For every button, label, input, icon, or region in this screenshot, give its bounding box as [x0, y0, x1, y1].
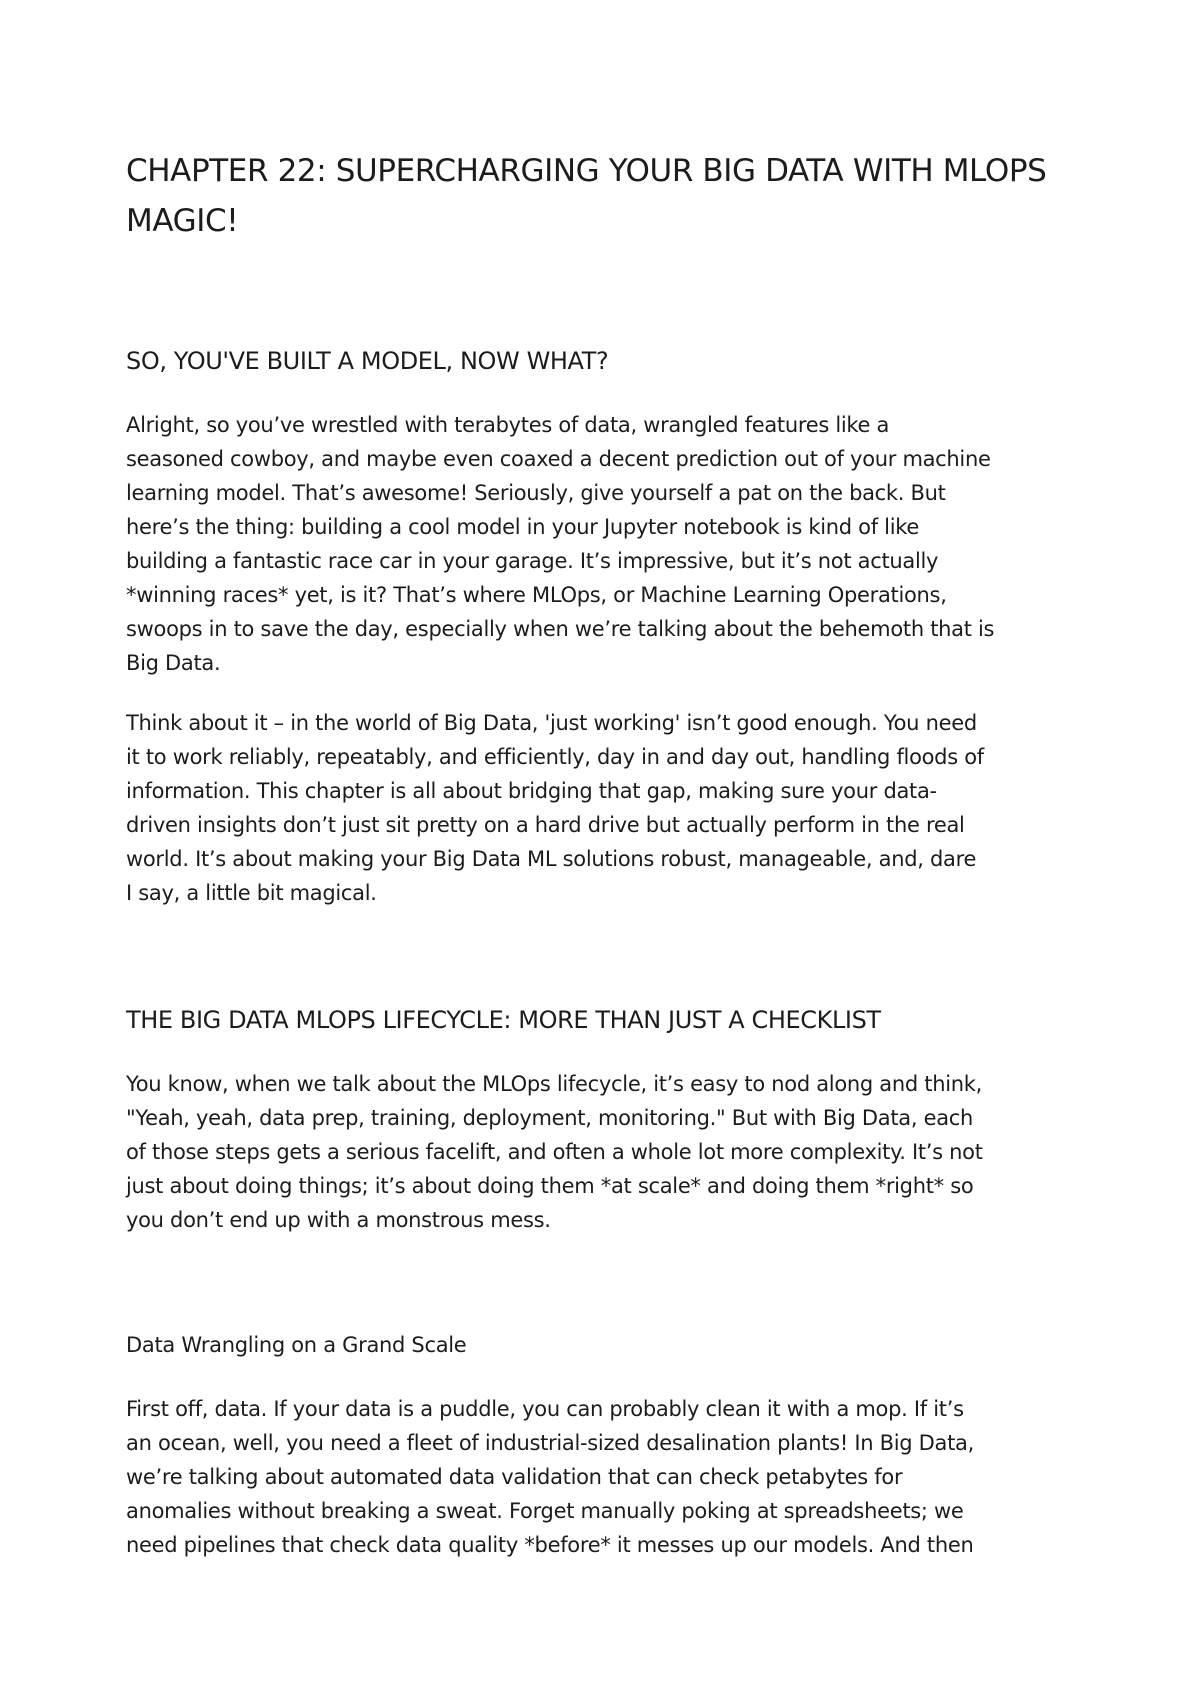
text-line: you don’t end up with a monstrous mess.	[126, 1208, 551, 1232]
chapter-title: CHAPTER 22: SUPERCHARGING YOUR BIG DATA WITH MLOPS MAGIC!	[126, 153, 1047, 239]
text-line: seasoned cowboy, and maybe even coaxed a decent prediction out of your machine	[126, 447, 991, 471]
text-line: swoops in to save the day, especially when we’re talking about the behemoth that is	[126, 617, 995, 641]
text-line: here’s the thing: building a cool model in your Jupyter notebook is kind of like	[126, 515, 919, 539]
text-line: driven insights don’t just sit pretty on a hard drive but actually perform in the real	[126, 813, 965, 837]
text-line: information. This chapter is all about bridging that gap, making sure your data-	[126, 779, 937, 803]
section-heading: SO, YOU'VE BUILT A MODEL, NOW WHAT?	[126, 347, 609, 375]
text-line: Alright, so you’ve wrestled with terabytes of data, wrangled features like a	[126, 413, 890, 437]
text-line: an ocean, well, you need a fleet of industrial-sized desalination plants! In Big Data,	[126, 1431, 974, 1455]
text-line: anomalies without breaking a sweat. Forget manually poking at spreadsheets; we	[126, 1499, 964, 1523]
paragraph	[126, 706, 1086, 910]
text-line: I say, a little bit magical.	[126, 881, 377, 905]
text-line: need pipelines that check data quality *before* it messes up our models. And then	[126, 1533, 974, 1557]
text-line: First off, data. If your data is a puddle, you can probably clean it with a mop. If it’s	[126, 1397, 964, 1421]
text-line: *winning races* yet, is it? That’s where MLOps, or Machine Learning Operations,	[126, 583, 947, 607]
text-line: learning model. That’s awesome! Seriously, give yourself a pat on the back. But	[126, 481, 946, 505]
paragraph	[126, 1067, 1086, 1237]
text-line: of those steps gets a serious facelift, and often a whole lot more complexity. It’s not	[126, 1140, 983, 1164]
paragraph	[126, 1392, 1086, 1562]
text-line: it to work reliably, repeatably, and efficiently, day in and day out, handling floods of	[126, 745, 984, 769]
text-line: just about doing things; it’s about doing them *at scale* and doing them *right* so	[126, 1174, 974, 1198]
text-line: world. It’s about making your Big Data ML solutions robust, manageable, and, dare	[126, 847, 977, 871]
text-line: building a fantastic race car in your garage. It’s impressive, but it’s not actually	[126, 549, 939, 573]
text-line: Big Data.	[126, 651, 221, 675]
text-line: "Yeah, yeah, data prep, training, deployment, monitoring." But with Big Data, each	[126, 1106, 974, 1130]
text-line: we’re talking about automated data validation that can check petabytes for	[126, 1465, 903, 1489]
subsection-heading: Data Wrangling on a Grand Scale	[126, 1333, 467, 1357]
paragraph	[126, 408, 1086, 680]
text-line: Think about it – in the world of Big Data, 'just working' isn’t good enough. You need	[126, 711, 977, 735]
text-line: You know, when we talk about the MLOps lifecycle, it’s easy to nod along and think,	[126, 1072, 982, 1096]
section-heading: THE BIG DATA MLOPS LIFECYCLE: MORE THAN JUST A CHECKLIST	[126, 1006, 881, 1034]
